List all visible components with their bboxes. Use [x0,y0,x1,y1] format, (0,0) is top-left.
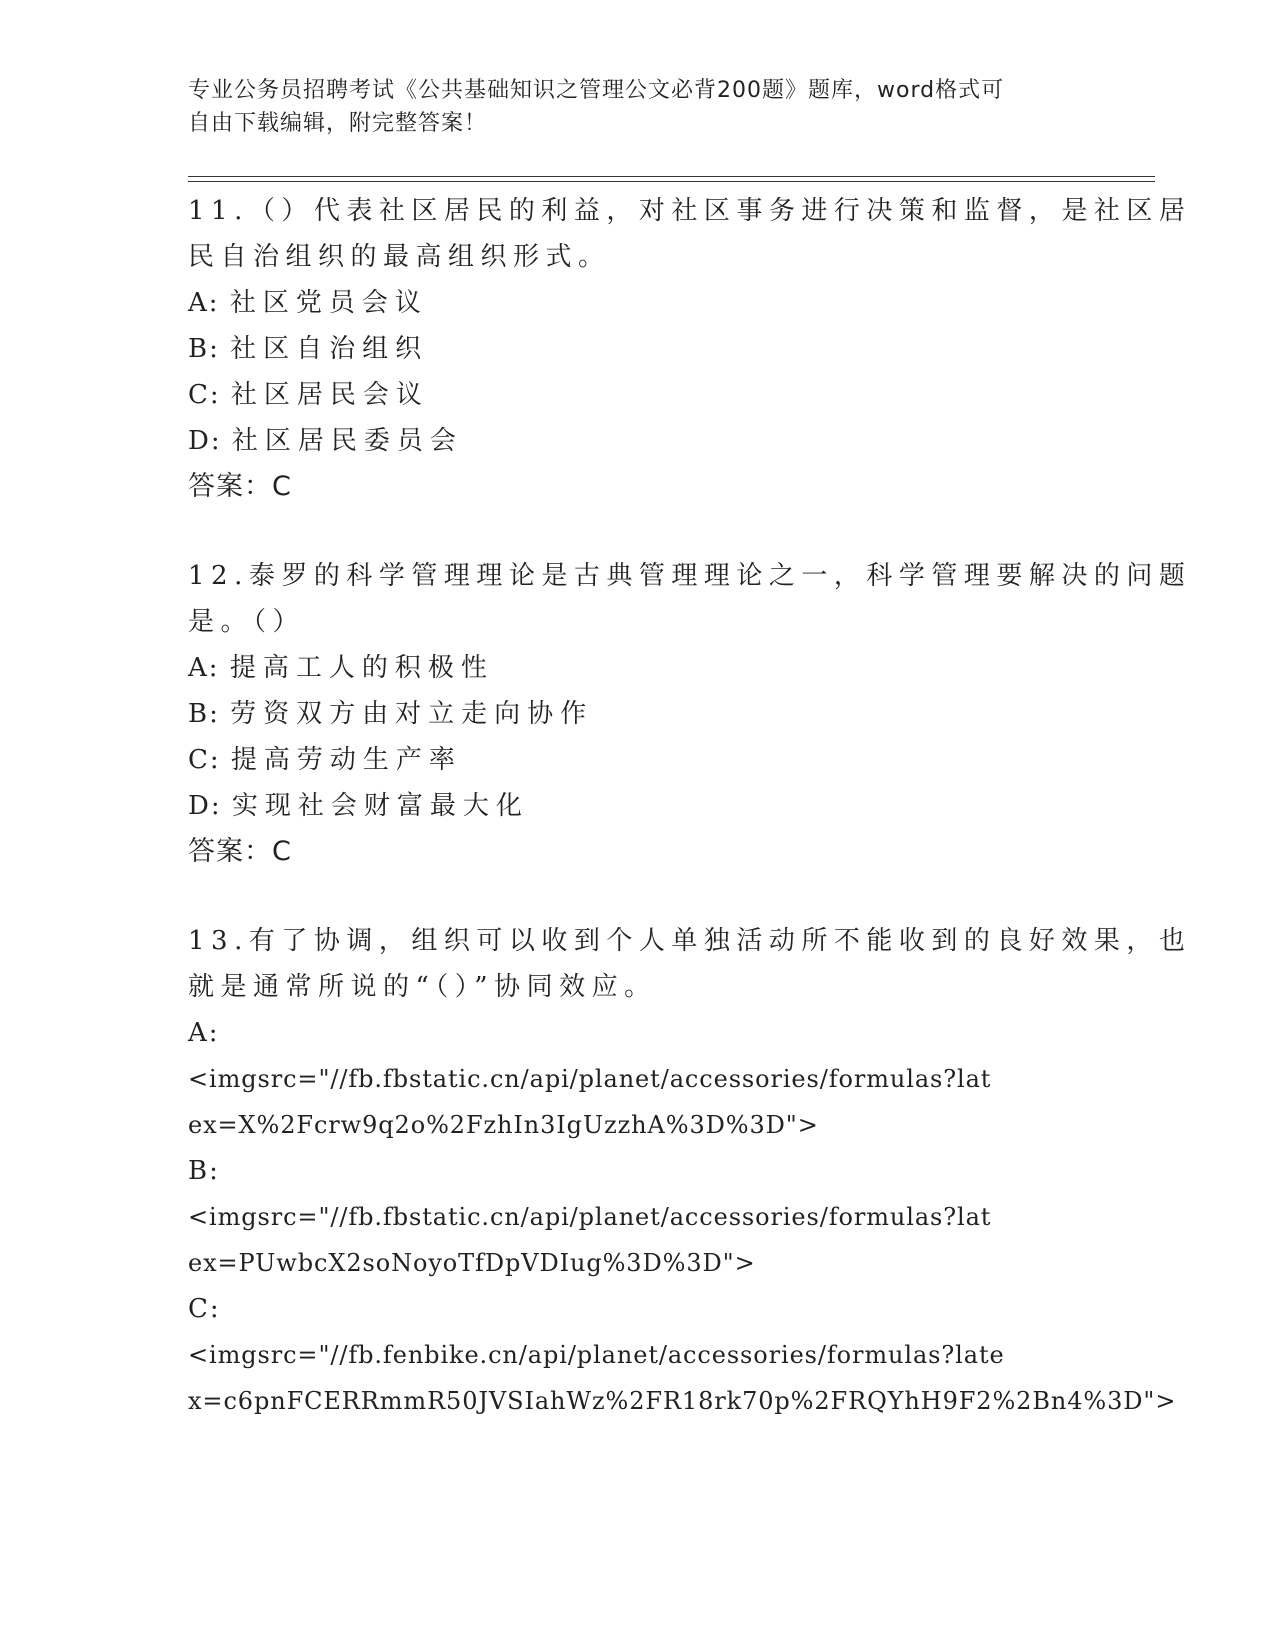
option-letter: C: [188,380,221,410]
header-line-2: 自由下载编辑，附完整答案！ [188,111,488,136]
option-text: 社区党员会议 [229,288,428,318]
option-c [188,372,1088,418]
header-divider-bottom [188,181,1155,182]
option-letter: B: [188,699,220,729]
option-a-code-line-2: ex=X%2Fcrw9q2o%2FzhIn3IgUzzhA%3D%3D"> [188,1111,819,1139]
option-a [188,645,1088,691]
option-letter: A: [188,653,220,683]
question-12 [188,553,1192,875]
header-line-1: 专业公务员招聘考试《公共基础知识之管理公文必背200题》题库，word格式可 [188,78,1005,103]
option-b [188,691,1088,737]
option-letter: C: [188,745,221,775]
option-text: 提高劳动生产率 [230,745,462,775]
question-stem-line-1: 12.泰罗的科学管理理论是古典管理理论之一，科学管理要解决的问题 [188,561,1192,591]
option-text: 社区居民委员会 [231,426,463,456]
option-c-letter: C: [188,1294,221,1324]
option-text: 劳资双方由对立走向协作 [230,699,594,729]
option-b [188,326,1088,372]
option-letter: A: [188,288,220,318]
option-letter: B: [188,334,220,364]
option-b-letter: B: [188,1156,220,1186]
option-a [188,280,1088,326]
option-letter: D: [188,791,222,821]
question-11 [188,188,1192,510]
option-text: 社区自治组织 [230,334,429,364]
option-text: 实现社会财富最大化 [231,791,529,821]
option-letter: D: [188,426,222,456]
question-13 [188,918,1192,1424]
question-stem-line-2: 民自治组织的最高组织形式。 [188,242,611,272]
question-stem-line-1: 13.有了协调，组织可以收到个人单独活动所不能收到的良好效果，也 [188,926,1192,956]
option-a-letter: A: [188,1018,220,1048]
option-c-code-line-2: x=c6pnFCERRmmR50JVSIahWz%2FR18rk70p%2FRQYhH9F2%2Bn4%3D"> [188,1387,1177,1415]
option-d [188,418,1088,464]
answer-line: 答案：C [188,471,292,502]
question-stem-line-2: 就是通常所说的“（）”协同效应。 [188,972,657,1002]
option-a-code-line-1: <imgsrc="//fb.fbstatic.cn/api/planet/accessories/formulas?lat [188,1065,992,1093]
option-text: 提高工人的积极性 [229,653,494,683]
question-stem-line-2: 是。（） [188,607,306,637]
option-c-code-line-1: <imgsrc="//fb.fenbike.cn/api/planet/accessories/formulas?late [188,1341,1005,1369]
question-stem-line-1: 11.（）代表社区居民的利益，对社区事务进行决策和监督，是社区居 [188,196,1192,226]
option-d [188,783,1088,829]
document-header [188,74,1088,140]
option-text: 社区居民会议 [230,380,429,410]
option-c [188,737,1088,783]
option-b-code-line-1: <imgsrc="//fb.fbstatic.cn/api/planet/accessories/formulas?lat [188,1203,992,1231]
header-divider-top [188,176,1155,177]
answer-line: 答案：C [188,836,292,867]
option-b-code-line-2: ex=PUwbcX2soNoyoTfDpVDIug%3D%3D"> [188,1249,756,1277]
